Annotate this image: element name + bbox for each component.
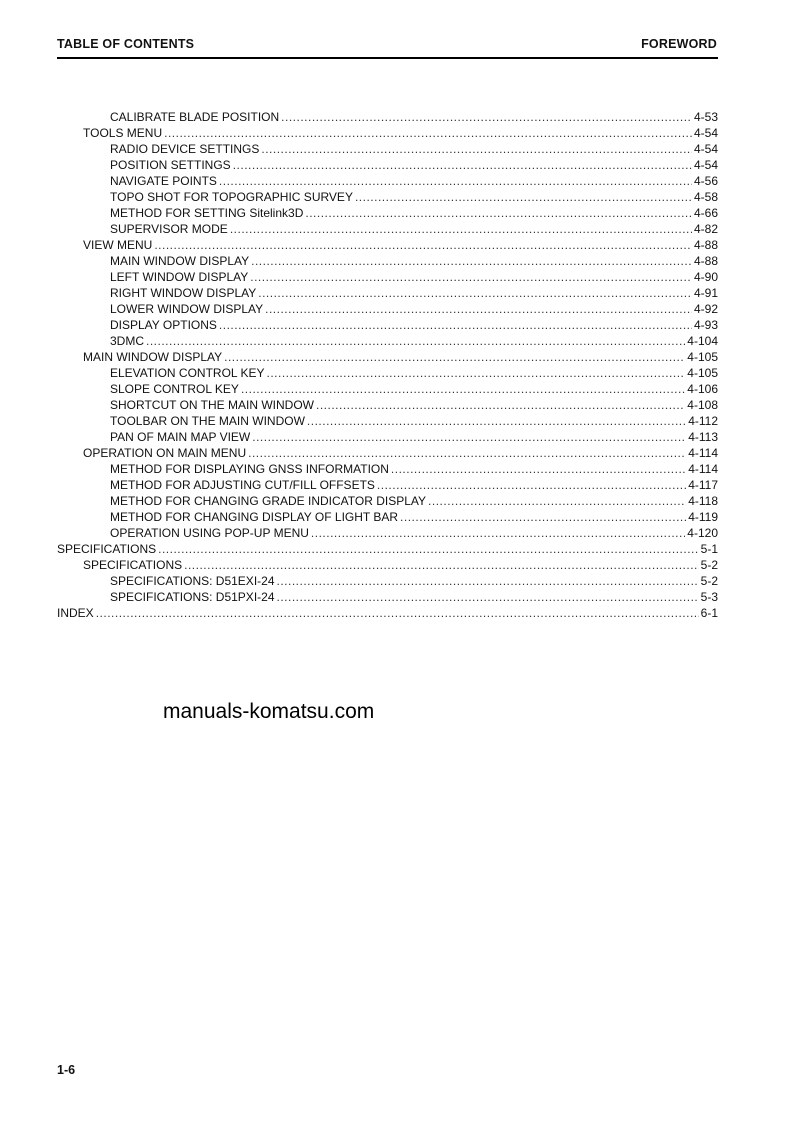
toc-entry-page: 4-114 — [688, 462, 718, 476]
toc-entry-page: 4-53 — [693, 110, 718, 124]
toc-entry-title: SPECIFICATIONS: D51PXI-24 — [110, 590, 275, 604]
toc-entry[interactable] — [57, 397, 718, 413]
header-rule — [57, 57, 718, 59]
dot-leader — [265, 301, 692, 317]
toc-entry-page: 4-108 — [687, 398, 718, 412]
toc-entry-page: 4-82 — [693, 222, 718, 236]
toc-entry[interactable] — [57, 445, 718, 461]
toc-entry[interactable] — [57, 493, 718, 509]
toc-entry-page: 6-1 — [700, 606, 718, 620]
table-of-contents — [57, 109, 718, 621]
dot-leader — [233, 157, 692, 173]
dot-leader — [277, 573, 699, 589]
toc-entry[interactable] — [57, 413, 718, 429]
toc-entry-page: 4-92 — [693, 302, 718, 316]
toc-entry-title: SLOPE CONTROL KEY — [110, 382, 239, 396]
toc-entry-title: POSITION SETTINGS — [110, 158, 231, 172]
toc-entry-title: SPECIFICATIONS: D51EXI-24 — [110, 574, 275, 588]
toc-entry[interactable] — [57, 477, 718, 493]
toc-entry-title: LEFT WINDOW DISPLAY — [110, 270, 249, 284]
dot-leader — [252, 429, 686, 445]
toc-entry-title: METHOD FOR DISPLAYING GNSS INFORMATION — [110, 462, 389, 476]
toc-entry[interactable] — [57, 381, 718, 397]
toc-entry-title: SHORTCUT ON THE MAIN WINDOW — [110, 398, 314, 412]
toc-entry-title: NAVIGATE POINTS — [110, 174, 217, 188]
dot-leader — [251, 253, 692, 269]
dot-leader — [164, 125, 692, 141]
toc-entry-page: 4-104 — [687, 334, 718, 348]
toc-entry[interactable] — [57, 317, 718, 333]
toc-entry[interactable] — [57, 333, 718, 349]
toc-entry[interactable] — [57, 221, 718, 237]
toc-entry[interactable] — [57, 301, 718, 317]
dot-leader — [277, 589, 699, 605]
dot-leader — [311, 525, 685, 541]
toc-entry[interactable] — [57, 157, 718, 173]
toc-entry[interactable] — [57, 125, 718, 141]
toc-entry[interactable] — [57, 285, 718, 301]
dot-leader — [391, 461, 686, 477]
dot-leader — [230, 221, 692, 237]
dot-leader — [305, 205, 692, 221]
dot-leader — [261, 141, 692, 157]
toc-entry-title: METHOD FOR CHANGING GRADE INDICATOR DISPLAY — [110, 494, 427, 508]
dot-leader — [158, 541, 699, 557]
dot-leader — [224, 349, 685, 365]
toc-entry-title: OPERATION USING POP-UP MENU — [110, 526, 309, 540]
toc-entry-page: 5-2 — [700, 558, 718, 572]
dot-leader — [96, 605, 699, 621]
toc-entry-page: 4-117 — [688, 478, 718, 492]
dot-leader — [281, 109, 692, 125]
toc-entry[interactable] — [57, 253, 718, 269]
running-header-right: FOREWORD — [641, 37, 717, 51]
toc-entry-title: RADIO DEVICE SETTINGS — [110, 142, 260, 156]
toc-entry[interactable] — [57, 269, 718, 285]
watermark: manuals-komatsu.com — [163, 700, 375, 723]
dot-leader — [219, 173, 692, 189]
toc-entry-page: 4-66 — [693, 206, 718, 220]
toc-entry-title: TOOLS MENU — [83, 126, 163, 140]
dot-leader — [355, 189, 692, 205]
dot-leader — [377, 477, 686, 493]
toc-entry-title: OPERATION ON MAIN MENU — [83, 446, 247, 460]
toc-entry-title: LOWER WINDOW DISPLAY — [110, 302, 264, 316]
toc-entry-title: PAN OF MAIN MAP VIEW — [110, 430, 251, 444]
toc-entry-title: CALIBRATE BLADE POSITION — [110, 110, 280, 124]
toc-entry-page: 5-1 — [700, 542, 718, 556]
toc-entry[interactable] — [57, 365, 718, 381]
toc-entry-title: SPECIFICATIONS — [83, 558, 183, 572]
dot-leader — [146, 333, 685, 349]
dot-leader — [248, 445, 686, 461]
toc-entry-page: 4-56 — [693, 174, 718, 188]
toc-entry-page: 4-113 — [688, 430, 718, 444]
toc-entry-page: 4-93 — [693, 318, 718, 332]
toc-entry-page: 4-105 — [687, 350, 718, 364]
toc-entry[interactable] — [57, 189, 718, 205]
toc-entry-title: 3DMC — [110, 334, 145, 348]
toc-entry-page: 4-105 — [687, 366, 718, 380]
toc-entry-title: METHOD FOR CHANGING DISPLAY OF LIGHT BAR — [110, 510, 399, 524]
toc-entry-page: 4-54 — [693, 126, 718, 140]
toc-entry[interactable] — [57, 573, 718, 589]
toc-entry[interactable] — [57, 541, 718, 557]
toc-entry-title: DISPLAY OPTIONS — [110, 318, 217, 332]
toc-entry[interactable] — [57, 205, 718, 221]
toc-entry-title: RIGHT WINDOW DISPLAY — [110, 286, 257, 300]
toc-entry-title: TOPO SHOT FOR TOPOGRAPHIC SURVEY — [110, 190, 353, 204]
toc-entry-title: MAIN WINDOW DISPLAY — [83, 350, 223, 364]
toc-entry-page: 5-2 — [700, 574, 718, 588]
toc-entry-page: 4-106 — [687, 382, 718, 396]
toc-entry[interactable] — [57, 237, 718, 253]
dot-leader — [258, 285, 692, 301]
running-header-left: TABLE OF CONTENTS — [57, 37, 195, 51]
dot-leader — [184, 557, 699, 573]
toc-entry-page: 4-91 — [693, 286, 718, 300]
toc-entry-page: 4-90 — [693, 270, 718, 284]
toc-entry-page: 4-54 — [693, 158, 718, 172]
dot-leader — [241, 381, 685, 397]
toc-entry-page: 4-54 — [693, 142, 718, 156]
toc-entry[interactable] — [57, 557, 718, 573]
page-number: 1-6 — [57, 1063, 76, 1077]
dot-leader — [154, 237, 692, 253]
toc-entry-page: 5-3 — [700, 590, 718, 604]
dot-leader — [219, 317, 692, 333]
toc-entry-title: METHOD FOR ADJUSTING CUT/FILL OFFSETS — [110, 478, 375, 492]
dot-leader — [307, 413, 686, 429]
toc-entry[interactable] — [57, 461, 718, 477]
toc-entry-page: 4-58 — [693, 190, 718, 204]
dot-leader — [400, 509, 686, 525]
toc-entry[interactable] — [57, 525, 718, 541]
toc-entry[interactable] — [57, 349, 718, 365]
toc-entry-title: INDEX — [57, 606, 94, 620]
toc-entry-title: METHOD FOR SETTING Sitelink3D — [110, 206, 304, 220]
toc-entry[interactable] — [57, 509, 718, 525]
toc-entry-page: 4-88 — [693, 254, 718, 268]
toc-entry-title: SUPERVISOR MODE — [110, 222, 228, 236]
toc-entry-page: 4-120 — [687, 526, 718, 540]
toc-entry-page: 4-118 — [688, 494, 718, 508]
dot-leader — [428, 493, 686, 509]
toc-entry[interactable] — [57, 589, 718, 605]
dot-leader — [266, 365, 685, 381]
toc-entry-page: 4-112 — [688, 414, 718, 428]
toc-entry[interactable] — [57, 141, 718, 157]
toc-entry-title: SPECIFICATIONS — [57, 542, 157, 556]
toc-entry[interactable] — [57, 173, 718, 189]
toc-entry-page: 4-114 — [688, 446, 718, 460]
toc-entry-title: TOOLBAR ON THE MAIN WINDOW — [110, 414, 305, 428]
toc-entry[interactable] — [57, 605, 718, 621]
toc-entry-page: 4-88 — [693, 238, 718, 252]
toc-entry-page: 4-119 — [688, 510, 718, 524]
dot-leader — [250, 269, 692, 285]
dot-leader — [316, 397, 685, 413]
toc-entry[interactable] — [57, 109, 718, 125]
toc-entry[interactable] — [57, 429, 718, 445]
toc-entry-title: VIEW MENU — [83, 238, 153, 252]
toc-entry-title: MAIN WINDOW DISPLAY — [110, 254, 250, 268]
toc-entry-title: ELEVATION CONTROL KEY — [110, 366, 265, 380]
